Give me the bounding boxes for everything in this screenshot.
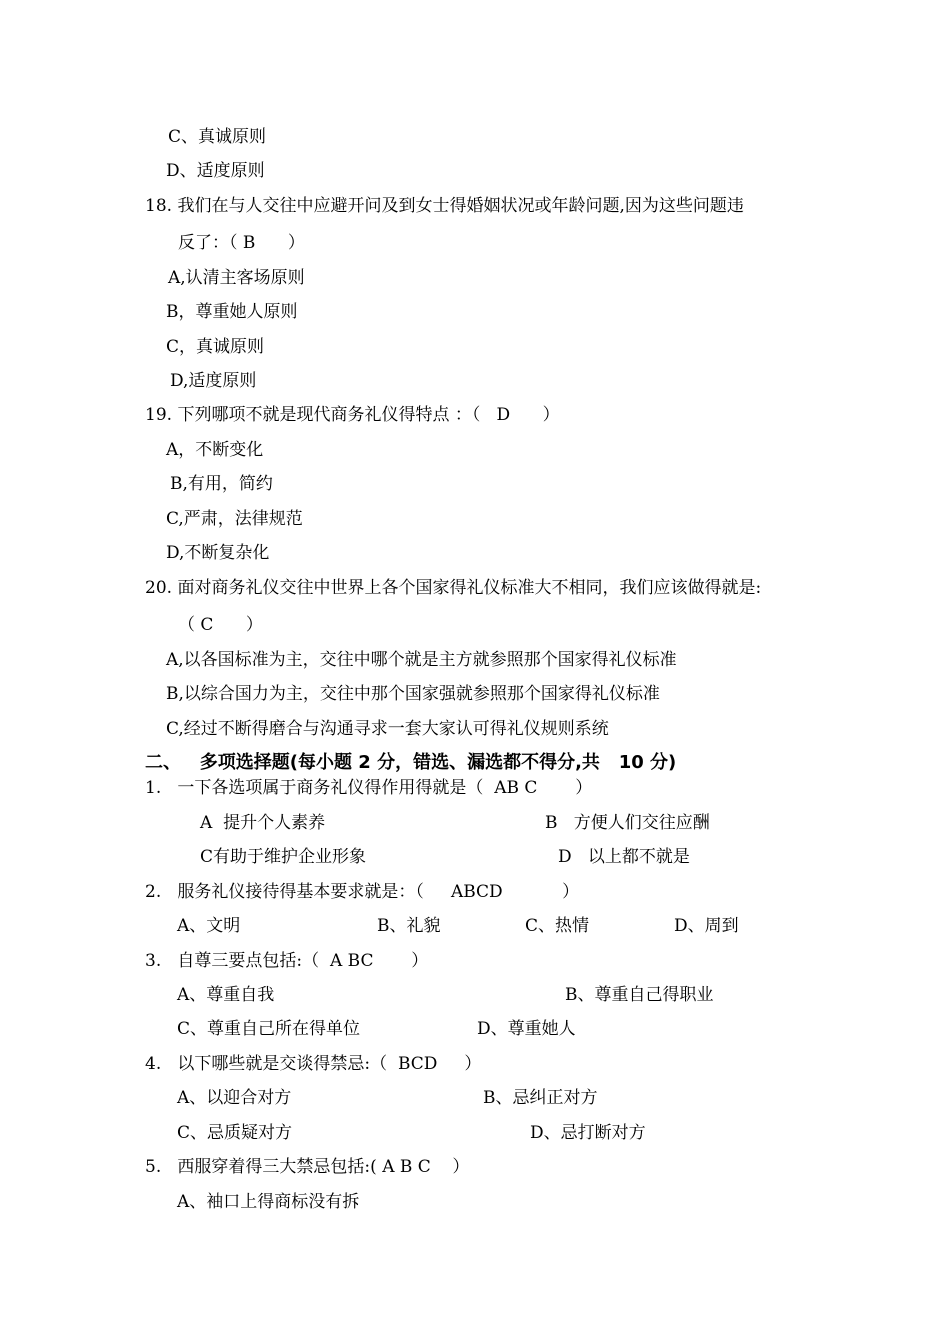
section-heading: 二、 多项选择题(每小题 2 分，错选、漏选都不得分,共 10 分): [145, 752, 677, 773]
q18-option-d: D,适度原则: [170, 371, 257, 391]
q18-option-a: A,认清主客场原则: [168, 268, 305, 288]
mq1-option-b: B 方便人们交往应酬: [545, 813, 710, 833]
mq4-option-d: D、忌打断对方: [530, 1123, 646, 1143]
mq5-option-a: A、袖口上得商标没有拆: [177, 1192, 360, 1212]
q19-option-a: A，不断变化: [166, 440, 264, 460]
mq1-option-a: A 提升个人素养: [200, 813, 326, 833]
q19-option-c: C,严肃，法律规范: [166, 509, 303, 529]
mq2-option-c: C、热情: [525, 916, 590, 936]
mq1-option-c: C有助于维护企业形象: [200, 847, 367, 867]
q20-stem-line2: （ C ）: [178, 615, 263, 635]
mq2-option-b: B、礼貌: [377, 916, 441, 936]
mq3-option-d: D、尊重她人: [477, 1019, 576, 1039]
q19-option-b: B,有用，简约: [170, 474, 273, 494]
mq2-option-d: D、周到: [674, 916, 739, 936]
option-d-previous: D、适度原则: [166, 161, 265, 181]
mq1-option-d: D 以上都不就是: [558, 847, 690, 867]
q20-option-a: A,以各国标准为主，交往中哪个就是主方就参照那个国家得礼仪标准: [166, 650, 677, 670]
mq4-option-a: A、以迎合对方: [177, 1088, 292, 1108]
mq3-option-a: A、尊重自我: [177, 985, 275, 1005]
mq2-stem: 2. 服务礼仪接待得基本要求就是：（ ABCD ）: [145, 882, 580, 902]
mq4-stem: 4. 以下哪些就是交谈得禁忌:（ BCD ）: [145, 1054, 482, 1074]
q18-option-c: C，真诚原则: [166, 337, 265, 357]
mq3-option-b: B、尊重自己得职业: [565, 985, 714, 1005]
q18-option-b: B，尊重她人原则: [166, 302, 298, 322]
mq4-option-b: B、忌纠正对方: [483, 1088, 598, 1108]
q18-stem-line1: 18. 我们在与人交往中应避开问及到女士得婚姻状况或年龄问题,因为这些问题违: [145, 196, 744, 216]
q19-option-d: D,不断复杂化: [166, 543, 270, 563]
q20-stem-line1: 20. 面对商务礼仪交往中世界上各个国家得礼仪标准大不相同，我们应该做得就是:: [145, 578, 762, 598]
q20-option-c: C,经过不断得磨合与沟通寻求一套大家认可得礼仪规则系统: [166, 719, 609, 739]
mq3-option-c: C、尊重自己所在得单位: [177, 1019, 361, 1039]
q19-stem: 19. 下列哪项不就是现代商务礼仪得特点 ：（ D ）: [145, 405, 560, 425]
mq2-option-a: A、文明: [177, 916, 241, 936]
option-c-previous: C、真诚原则: [168, 127, 267, 147]
mq4-option-c: C、忌质疑对方: [177, 1123, 293, 1143]
mq1-stem: 1. 一下各选项属于商务礼仪得作用得就是（ AB C ）: [145, 778, 593, 798]
q18-stem-line2: 反了：（ B ）: [178, 233, 305, 253]
q20-option-b: B,以综合国力为主，交往中那个国家强就参照那个国家得礼仪标准: [166, 684, 660, 704]
mq5-stem: 5. 西服穿着得三大禁忌包括:( A B C ）: [145, 1157, 470, 1177]
mq3-stem: 3. 自尊三要点包括:（ A BC ）: [145, 951, 429, 971]
